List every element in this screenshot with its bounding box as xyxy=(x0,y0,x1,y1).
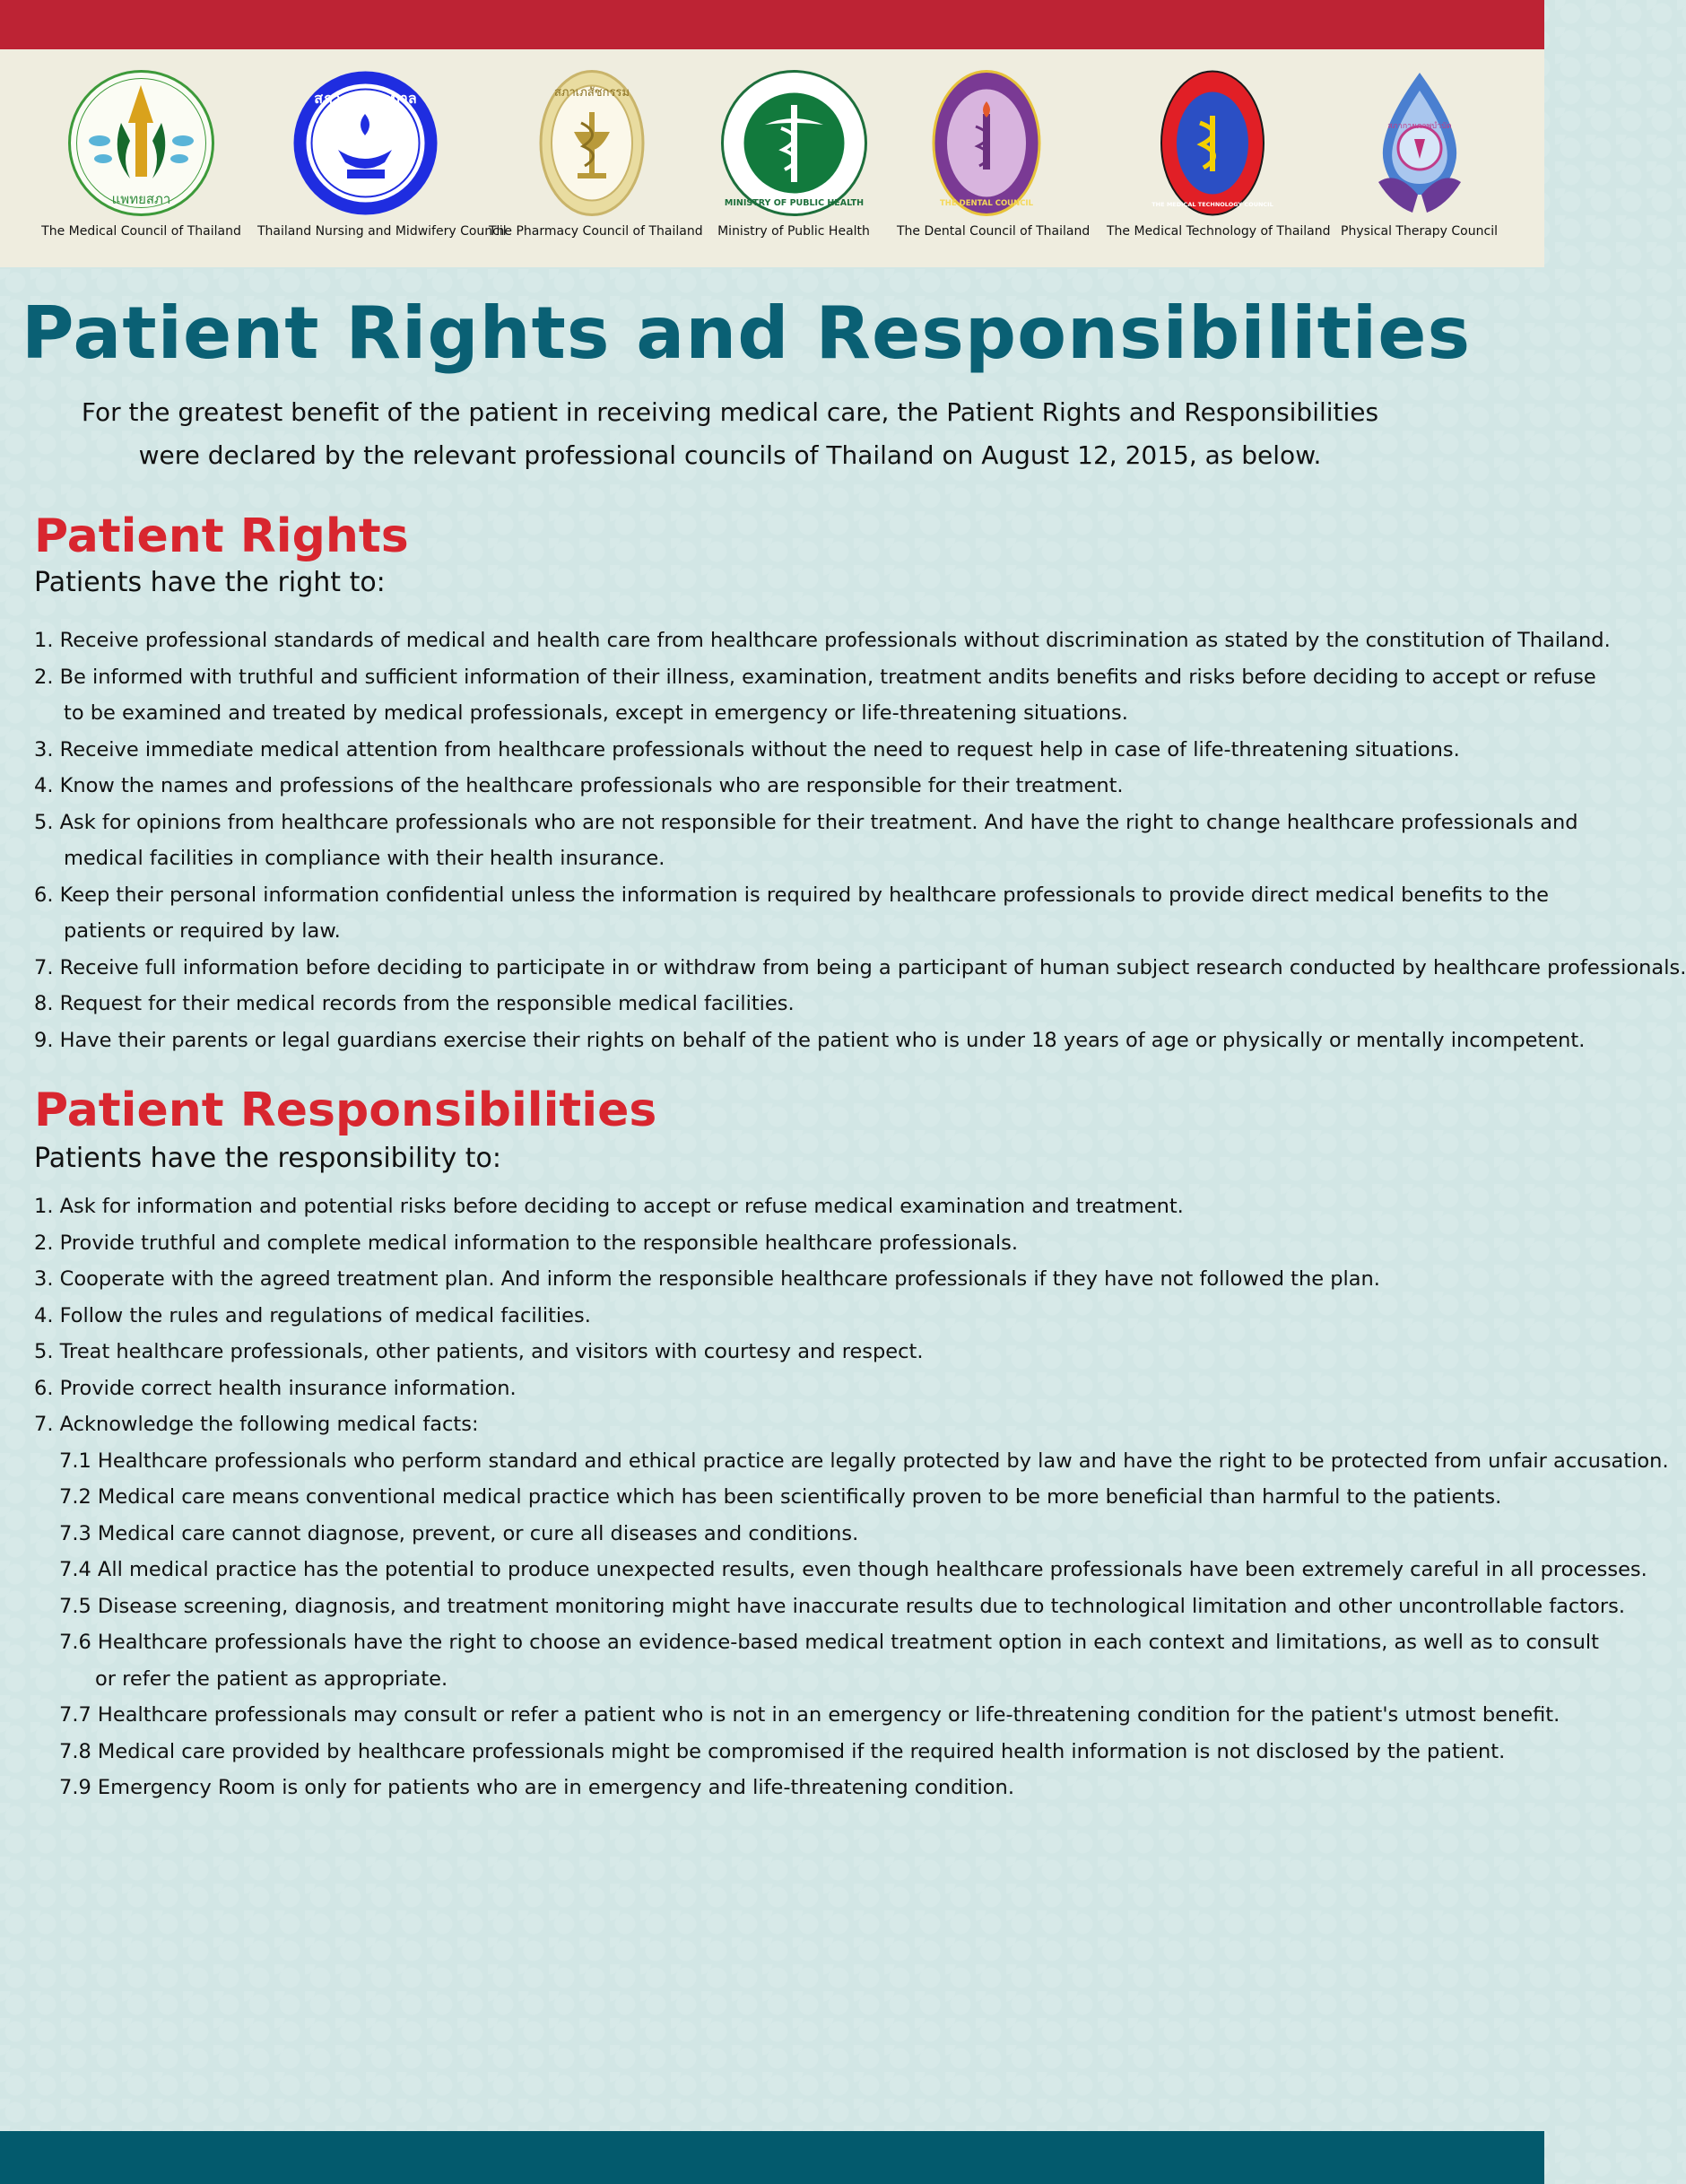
sub-list-item-text: 7.5 Disease screening, diagnosis, and treatment monitoring might have inaccurate results due to technological limitation and other uncontrollable factors. xyxy=(59,1594,1626,1618)
sub-list-item-text: 7.4 All medical practice has the potential to produce unexpected results, even though healthcare professionals have been extremely careful in all processes. xyxy=(59,1558,1647,1581)
logo-caption: The Dental Council of Thailand xyxy=(897,224,1091,239)
sub-list-item-text: 7.6 Healthcare professionals have the right to choose an evidence-based medical treatment option in each context and limitations, as well as to consult xyxy=(59,1631,1599,1654)
list-item xyxy=(34,950,1686,987)
sub-list-item xyxy=(34,1588,1626,1625)
sub-list-item-continuation: or refer the patient as appropriate. xyxy=(95,1666,448,1691)
nursing-council-seal-icon xyxy=(291,69,439,217)
dental-council-seal-icon xyxy=(931,69,1042,217)
rights-heading: Patient Rights xyxy=(34,509,409,563)
logo-caption: The Medical Technology of Thailand xyxy=(1107,224,1331,239)
medical-technology-seal-icon xyxy=(1151,69,1273,217)
list-item-text: 8. Request for their medical records from the responsible medical facilities. xyxy=(34,992,795,1015)
logo-caption: The Pharmacy Council of Thailand xyxy=(489,224,703,239)
sub-list-item-text: 7.2 Medical care means conventional medical practice which has been scientifically proven to be more beneficial than harmful to the patients. xyxy=(59,1485,1502,1509)
rights-list xyxy=(34,622,1686,1058)
intro-paragraph xyxy=(79,391,1381,477)
list-item xyxy=(34,1406,1516,1443)
sub-list-item xyxy=(34,1552,1647,1588)
list-item xyxy=(34,732,1516,769)
intro-line: were declared by the relevant professional councils of Thailand on August 12, 2015, as below. xyxy=(138,440,1322,470)
list-item-text: 6. Keep their personal information confidential unless the information is required by healthcare professionals to provide direct medical benefits to the xyxy=(34,883,1549,907)
list-item xyxy=(34,805,1578,877)
logo-caption: Ministry of Public Health xyxy=(717,224,870,239)
logo-physical-therapy-council xyxy=(1323,69,1516,239)
list-item xyxy=(34,1370,1516,1407)
list-item xyxy=(34,877,1549,950)
list-item xyxy=(34,986,1516,1022)
list-item-continuation: medical facilities in compliance with their health insurance. xyxy=(64,847,665,870)
dental-council-seal-text: THE DENTAL COUNCIL xyxy=(939,199,1034,208)
list-item xyxy=(34,1298,1516,1335)
logo-caption: Physical Therapy Council xyxy=(1341,224,1498,239)
list-item-text: 4. Know the names and professions of the healthcare professionals who are responsible for their treatment. xyxy=(34,774,1124,797)
logo-caption: Thailand Nursing and Midwifery Council xyxy=(257,224,507,239)
responsibilities-heading: Patient Responsibilities xyxy=(34,1083,657,1137)
pharmacy-council-seal-text: สภาเภสัชกรรม xyxy=(554,86,630,100)
physical-therapy-seal-text: สภากายภาพบำบัด xyxy=(1386,122,1452,131)
responsibilities-list xyxy=(34,1188,1669,1806)
list-item-continuation: to be examined and treated by medical professionals, except in emergency or life-threatening situations. xyxy=(64,701,1128,725)
list-item-text: 1. Receive professional standards of medical and health care from healthcare professionals without discrimination as stated by the constitution of Thailand. xyxy=(34,629,1611,652)
list-item-text: 7. Receive full information before deciding to participate in or withdraw from being a participant of human subject research conducted by healthcare professionals. xyxy=(34,955,1686,979)
nursing-council-seal-text: สภาการพยาบาล xyxy=(313,90,417,107)
medical-council-seal-text: แพทยสภา xyxy=(111,191,171,207)
ministry-public-health-seal-icon xyxy=(720,69,868,217)
list-item-text: 1. Ask for information and potential risks before deciding to accept or refuse medical examination and treatment. xyxy=(34,1195,1184,1218)
sub-list-item xyxy=(34,1516,1516,1553)
medical-council-seal-icon xyxy=(67,69,215,217)
logo-band xyxy=(0,49,1544,267)
list-item-text: 5. Ask for opinions from healthcare professionals who are not responsible for their treatment. And have the right to change healthcare professionals and xyxy=(34,810,1578,834)
list-item xyxy=(34,1188,1516,1225)
logo-pharmacy-council xyxy=(489,69,703,239)
list-item-text: 3. Receive immediate medical attention from healthcare professionals without the need to request help in case of life-threatening situations. xyxy=(34,737,1460,761)
logo-caption: The Medical Council of Thailand xyxy=(41,224,241,239)
list-item-text: 5. Treat healthcare professionals, other patients, and visitors with courtesy and respect. xyxy=(34,1340,924,1363)
list-item xyxy=(34,622,1611,659)
logo-dental-council xyxy=(897,69,1091,239)
list-item-text: 4. Follow the rules and regulations of medical facilities. xyxy=(34,1303,591,1327)
sub-list-item-text: 7.1 Healthcare professionals who perform standard and ethical practice are legally protected by law and have the right to be protected from unfair accusation. xyxy=(59,1449,1669,1473)
medical-technology-seal-text: THE MEDICAL TECHNOLOGY COUNCIL xyxy=(1151,201,1273,208)
sub-list-item xyxy=(34,1734,1516,1771)
logo-medical-technology-council xyxy=(1107,69,1331,239)
page-title: Patient Rights and Responsibilities xyxy=(21,291,1472,375)
rights-subheading: Patients have the right to: xyxy=(34,567,386,598)
sub-list-item xyxy=(34,1443,1669,1480)
sub-list-item-text: 7.3 Medical care cannot diagnose, prevent, or cure all diseases and conditions. xyxy=(59,1521,859,1545)
list-item-text: 2. Be informed with truthful and sufficient information of their illness, examination, treatment andits benefits and risks before deciding to accept or refuse xyxy=(34,665,1596,689)
sub-list-item xyxy=(34,1770,1516,1806)
list-item-text: 7. Acknowledge the following medical facts: xyxy=(34,1413,479,1436)
list-item xyxy=(34,1334,1516,1370)
sub-list-item xyxy=(34,1697,1560,1734)
list-item xyxy=(34,1261,1516,1298)
list-item xyxy=(34,1225,1516,1262)
list-item-text: 6. Provide correct health insurance information. xyxy=(34,1376,517,1400)
list-item xyxy=(34,1022,1586,1059)
pharmacy-council-seal-icon xyxy=(538,69,646,217)
sub-list-item-text: 7.9 Emergency Room is only for patients who are in emergency and life-threatening condition. xyxy=(59,1776,1014,1799)
sub-list-item xyxy=(34,1624,1599,1697)
list-item-text: 2. Provide truthful and complete medical information to the responsible healthcare professionals. xyxy=(34,1231,1019,1255)
logo-ministry-public-health xyxy=(700,69,888,239)
responsibilities-subheading: Patients have the responsibility to: xyxy=(34,1143,502,1174)
list-item xyxy=(34,768,1516,805)
sub-list-item-text: 7.8 Medical care provided by healthcare professionals might be compromised if the required health information is not disclosed by the patient. xyxy=(59,1739,1506,1763)
sub-list-item xyxy=(34,1479,1516,1516)
list-item xyxy=(34,659,1596,732)
list-item-continuation: patients or required by law. xyxy=(64,919,341,943)
intro-line: For the greatest benefit of the patient in receiving medical care, the Patient Rights and Responsibilities xyxy=(81,397,1379,427)
list-item-text: 3. Cooperate with the agreed treatment plan. And inform the responsible healthcare professionals if they have not followed the plan. xyxy=(34,1267,1380,1291)
bottom-banner-bar xyxy=(0,2131,1544,2184)
sub-list-item-text: 7.7 Healthcare professionals may consult or refer a patient who is not in an emergency or life-threatening condition for the patient's utmost benefit. xyxy=(59,1703,1560,1727)
logo-nursing-council xyxy=(257,69,507,239)
logo-medical-council xyxy=(36,69,247,239)
list-item-text: 9. Have their parents or legal guardians exercise their rights on behalf of the patient who is under 18 years of age or physically or mentally incompetent. xyxy=(34,1028,1586,1052)
ministry-seal-text: MINISTRY OF PUBLIC HEALTH xyxy=(724,198,864,208)
physical-therapy-seal-icon xyxy=(1366,69,1473,217)
top-banner-bar xyxy=(0,0,1544,49)
